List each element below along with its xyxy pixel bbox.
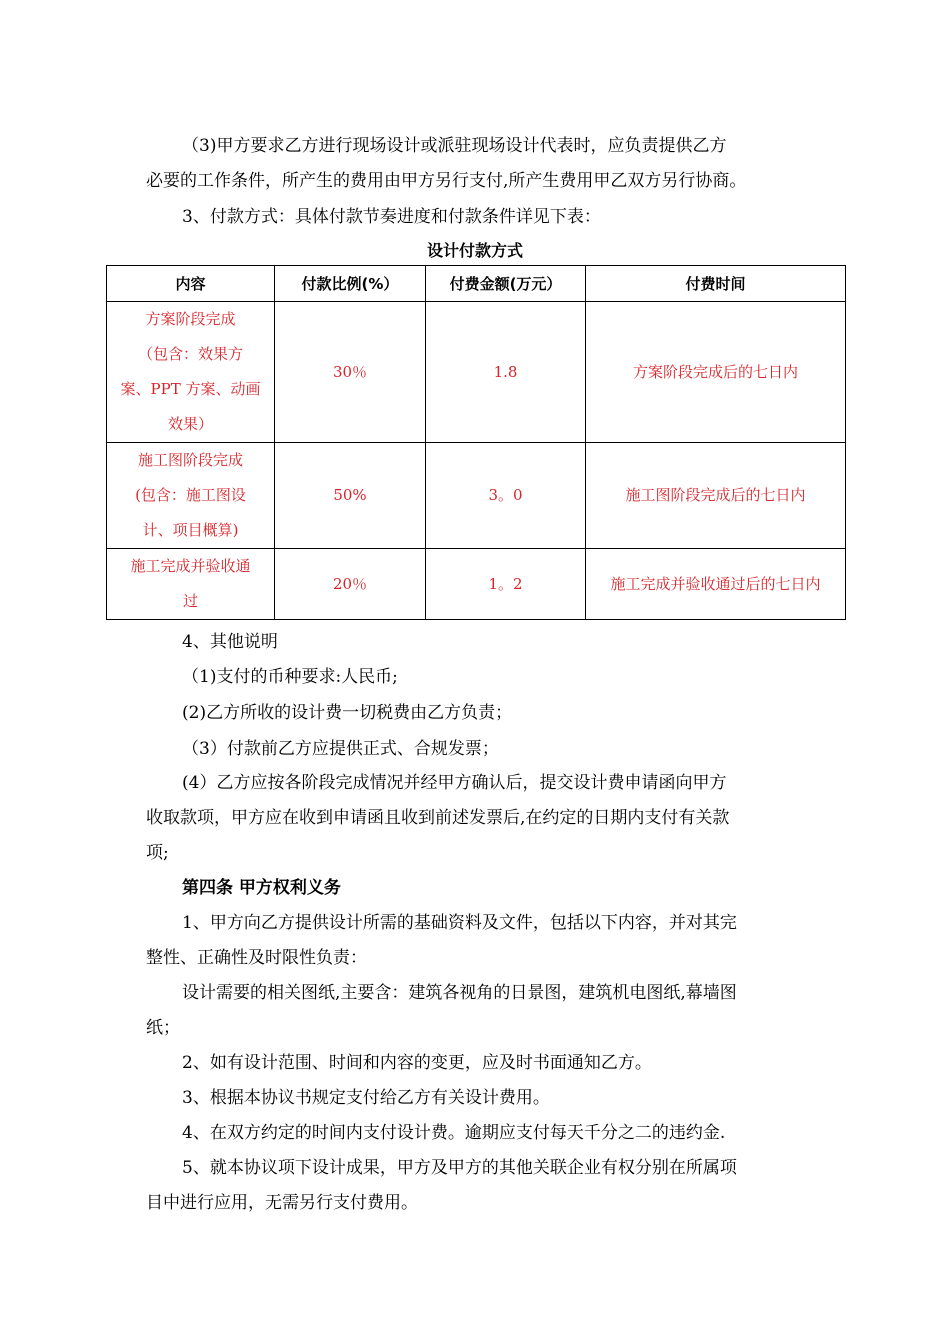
table-header-row	[107, 266, 846, 302]
article-4-heading: 第四条 甲方权利义务	[182, 878, 341, 898]
content-line: 施工图阶段完成	[137, 451, 243, 469]
content-line: 方案阶段完成	[145, 310, 236, 328]
note-taxes: (2)乙方所收的设计费一切税费由乙方负责；	[182, 703, 513, 723]
clause-4: 4、在双方约定的时间内支付设计费。逾期应支付每天千分之二的违约金.	[182, 1123, 726, 1143]
clause-5-cont: 目中进行应用，无需另行支付费用。	[146, 1193, 418, 1213]
note-application-cont: 收取款项，甲方应在收到申请函且收到前述发票后,在约定的日期内支付有关款	[146, 808, 730, 828]
content-line: 案、PPT 方案、动画	[120, 380, 261, 398]
table-title: 设计付款方式	[426, 241, 523, 260]
content-line: 过	[182, 592, 198, 610]
row-ratio: 50%	[275, 443, 426, 549]
row-content	[107, 443, 275, 549]
row-amount: 1.8	[426, 302, 586, 443]
header-amount: 付费金额(万元）	[426, 266, 586, 302]
clause-1: 1、甲方向乙方提供设计所需的基础资料及文件，包括以下内容，并对其完	[182, 913, 737, 933]
content-line: 效果）	[167, 415, 213, 433]
row-ratio: 20％	[275, 549, 426, 620]
header-ratio: 付款比例(%）	[275, 266, 426, 302]
header-time: 付费时间	[586, 266, 846, 302]
header-content: 内容	[107, 266, 275, 302]
row-ratio: 30％	[275, 302, 426, 443]
row-content	[107, 549, 275, 620]
clause-1-drawings: 设计需要的相关图纸,主要含：建筑各视角的日景图，建筑机电图纸,幕墙图	[182, 983, 737, 1003]
paragraph-3-onsite-cont: 必要的工作条件，所产生的费用由甲方另行支付,所产生费用甲乙双方另行协商。	[146, 171, 747, 191]
row-time: 施工完成并验收通过后的七日内	[586, 549, 846, 620]
content-line: (包含：施工图设	[135, 486, 246, 504]
paragraph-payment-method: 3、付款方式：具体付款节奏进度和付款条件详见下表：	[182, 207, 601, 227]
table-row	[107, 302, 846, 443]
table-row	[107, 549, 846, 620]
note-application-end: 项;	[146, 843, 169, 863]
content-line: 计、项目概算)	[142, 521, 239, 539]
row-time: 施工图阶段完成后的七日内	[586, 443, 846, 549]
clause-1-cont: 整性、正确性及时限性负责：	[146, 948, 367, 968]
paragraph-3-onsite: （3)甲方要求乙方进行现场设计或派驻现场设计代表时，应负责提供乙方	[182, 136, 727, 156]
note-application: (4）乙方应按各阶段完成情况并经甲方确认后，提交设计费申请函向甲方	[182, 773, 727, 793]
row-amount: 1。2	[426, 549, 586, 620]
note-currency: （1)支付的币种要求:人民币;	[182, 667, 398, 687]
clause-2: 2、如有设计范围、时间和内容的变更，应及时书面通知乙方。	[182, 1053, 652, 1073]
row-amount: 3。0	[426, 443, 586, 549]
section-other-notes: 4、其他说明	[182, 632, 278, 652]
clause-5: 5、就本协议项下设计成果，甲方及甲方的其他关联企业有权分别在所属项	[182, 1158, 737, 1178]
content-line: 施工完成并验收通	[130, 557, 251, 575]
table-row	[107, 443, 846, 549]
row-time: 方案阶段完成后的七日内	[586, 302, 846, 443]
payment-table	[106, 265, 846, 620]
clause-1-drawings-cont: 纸；	[146, 1018, 180, 1038]
row-content	[107, 302, 275, 443]
note-invoice: （3）付款前乙方应提供正式、合规发票；	[182, 739, 499, 759]
clause-3: 3、根据本协议书规定支付给乙方有关设计费用。	[182, 1088, 550, 1108]
content-line: （包含：效果方	[137, 345, 243, 363]
